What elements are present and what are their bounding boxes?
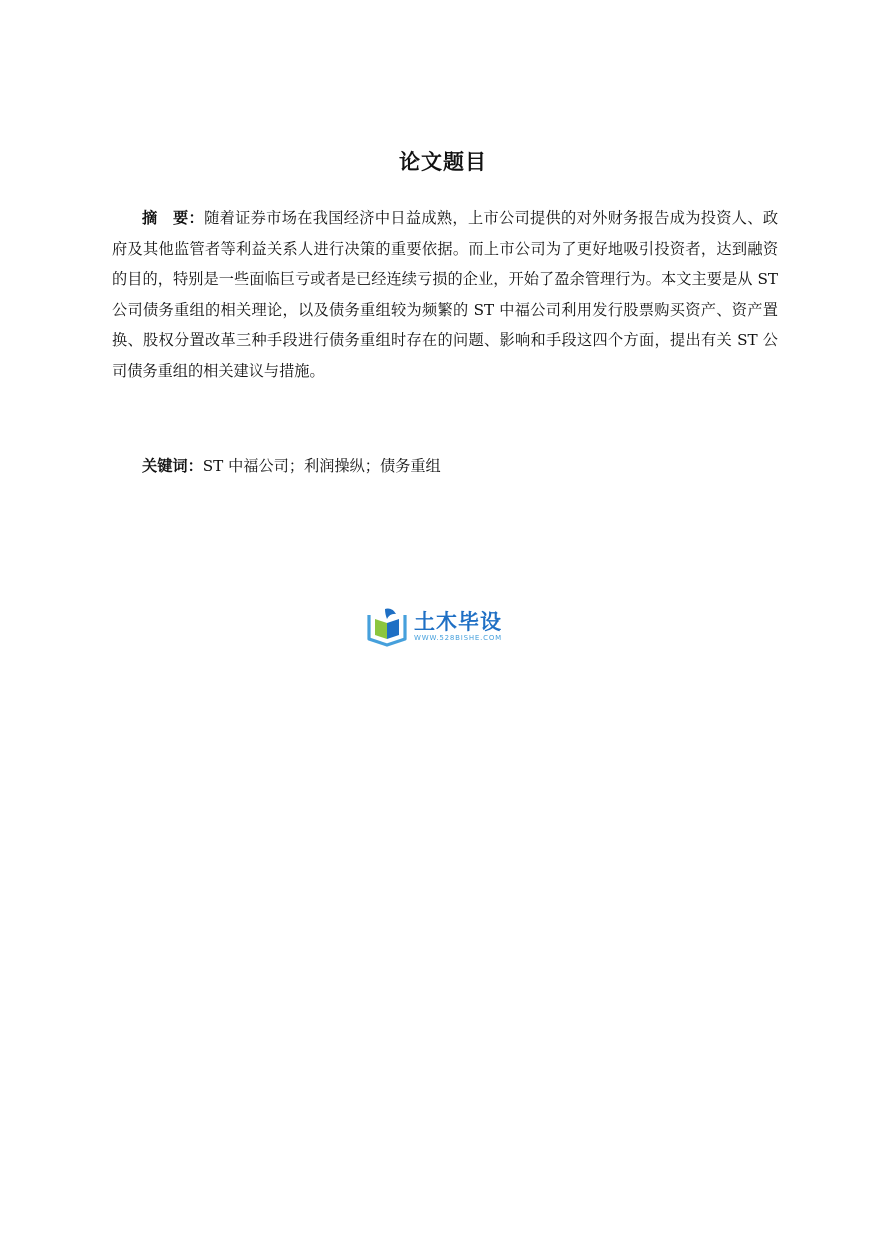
keywords-label: 关键词： <box>142 457 203 475</box>
logo-name: 土木毕设 <box>414 610 502 634</box>
book-logo-icon <box>366 605 408 647</box>
site-logo <box>366 605 526 647</box>
paper-title: 论文题目 <box>399 150 487 174</box>
abstract-paragraph <box>112 203 778 386</box>
abstract-label: 摘 要： <box>142 209 205 227</box>
logo-url: WWW.528BISHE.COM <box>414 634 503 642</box>
keywords-line <box>142 451 782 481</box>
abstract-text: 随着证券市场在我国经济中日益成熟，上市公司提供的对外财务报告成为投资人、政府及其他监管者等利益关系人进行决策的重要依据。而上市公司为了更好地吸引投资者，达到融资的目的，特别是一些面临巨亏或者是已经连续亏损的企业，开始了盈余管理行为。本文主要是从 ST 公司债务重组的相关理论，以及债务重组较为频繁的 ST 中福公司利用发行股票购买资产、资产置换、股权分置改革三种手段进行债务重组时存在的问题、影响和手段这四个方面，提出有关 ST 公司债务重组的相关建议与措施。 <box>112 209 779 380</box>
keywords-text: ST 中福公司；利润操纵；债务重组 <box>202 457 441 475</box>
